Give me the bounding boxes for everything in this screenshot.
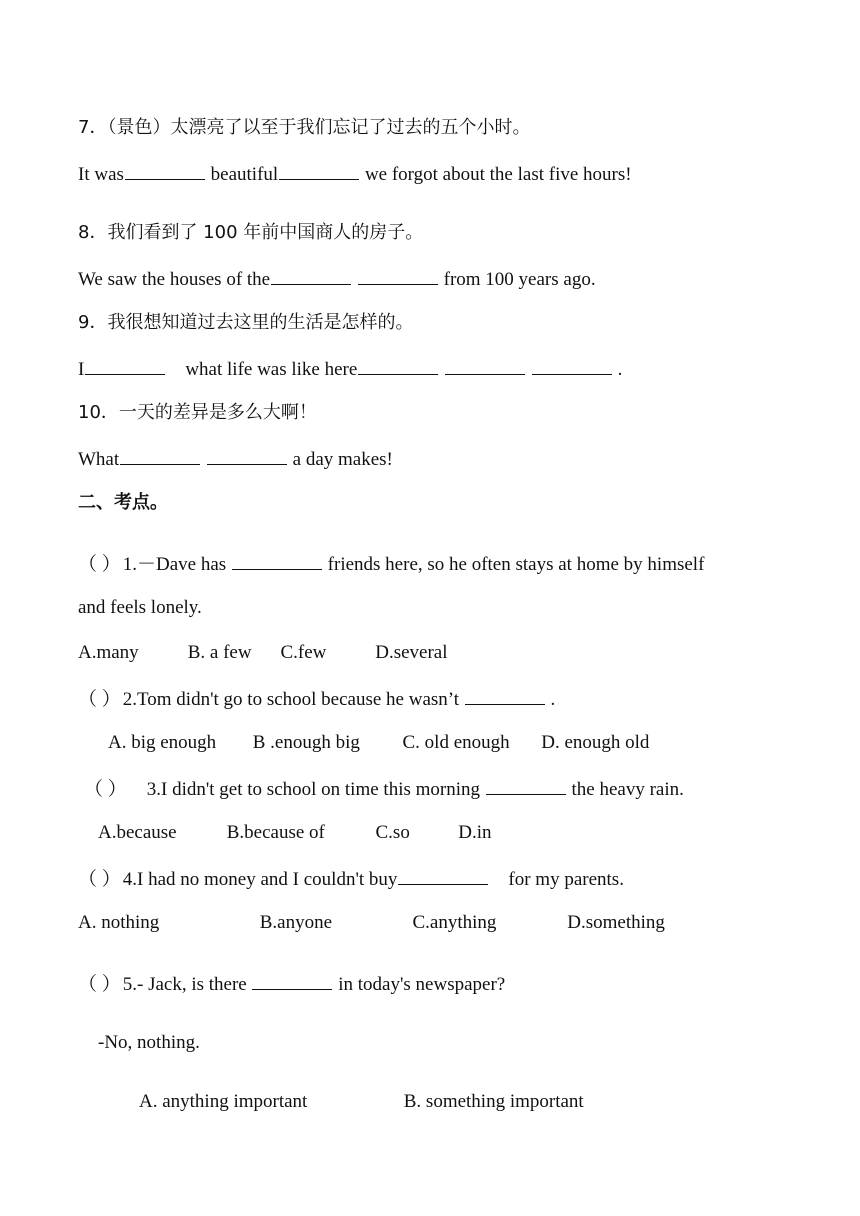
q7-text-a: It was	[78, 164, 124, 185]
mc3-answer-paren[interactable]: （ ）	[84, 779, 127, 800]
mc2-text-a: 2.Tom didn't go to school because he wasn’t	[122, 689, 460, 710]
q10-text-b: a day makes!	[292, 449, 393, 470]
q8-chinese: 8．我们看到了 100 年前中国商人的房子。	[78, 222, 424, 243]
mc4-text-b: for my parents.	[508, 869, 624, 890]
mc1-option-b[interactable]: B. a few	[187, 642, 252, 663]
q9-blank-2[interactable]	[358, 356, 438, 375]
q7-text-c: we forgot about the last five hours!	[364, 164, 632, 185]
q9-text-b: what life was like here	[185, 359, 358, 380]
mc1-option-a[interactable]: A.many	[78, 642, 139, 663]
mc4-answer-paren[interactable]: （ ）	[78, 869, 121, 890]
mc3-option-d[interactable]: D.in	[458, 822, 492, 843]
mc2-text-b: .	[550, 689, 556, 710]
mc2-options	[108, 731, 649, 755]
q7-text-b: beautiful	[210, 164, 279, 185]
mc3-option-a[interactable]: A.because	[98, 822, 177, 843]
mc3-option-b[interactable]: B.because of	[226, 822, 325, 843]
q9-chinese: 9．我很想知道过去这里的生活是怎样的。	[78, 312, 414, 333]
q9-blank-1[interactable]	[85, 356, 165, 375]
q10-blank-2[interactable]	[207, 446, 287, 465]
mc4-option-a[interactable]: A. nothing	[78, 912, 160, 933]
mc5-text-b: in today's newspaper?	[338, 974, 506, 995]
q8-english	[78, 266, 596, 292]
mc4-text-a: 4.I had no money and I couldn't buy	[122, 869, 398, 890]
mc2-blank[interactable]	[465, 686, 545, 705]
q9-text-a: I	[78, 359, 85, 380]
mc3-blank[interactable]	[486, 776, 566, 795]
mc4-option-b[interactable]: B.anyone	[259, 912, 333, 933]
q7-blank-1[interactable]	[125, 161, 205, 180]
mc1-options	[78, 641, 448, 665]
q7-blank-2[interactable]	[279, 161, 359, 180]
mc1-text-a: 1.－Dave has	[122, 554, 227, 575]
q8-text-a: We saw the houses of the	[78, 269, 271, 290]
mc1-stem	[78, 551, 704, 577]
q10-text-a: What	[78, 449, 120, 470]
mc3-stem	[84, 776, 684, 802]
q8-blank-1[interactable]	[271, 266, 351, 285]
q7-chinese: 7．（景色）太漂亮了以至于我们忘记了过去的五个小时。	[78, 117, 531, 138]
mc4-option-c[interactable]: C.anything	[412, 912, 497, 933]
mc5-text-a: 5.- Jack, is there	[122, 974, 247, 995]
mc3-option-c[interactable]: C.so	[375, 822, 410, 843]
mc3-text-a: 3.I didn't get to school on time this morning	[146, 779, 481, 800]
mc4-stem	[78, 866, 624, 892]
mc2-option-a[interactable]: A. big enough	[108, 732, 217, 753]
mc5-reply: -No, nothing.	[98, 1032, 200, 1053]
mc1-option-d[interactable]: D.several	[375, 642, 448, 663]
mc4-options	[78, 911, 665, 935]
mc2-option-c[interactable]: C. old enough	[402, 732, 510, 753]
q9-blank-3[interactable]	[445, 356, 525, 375]
q9-text-c: .	[617, 359, 623, 380]
q9-blank-4[interactable]	[532, 356, 612, 375]
mc2-stem	[78, 686, 555, 712]
q9-english	[78, 356, 622, 382]
mc3-text-b: the heavy rain.	[571, 779, 684, 800]
q10-blank-1[interactable]	[120, 446, 200, 465]
mc5-blank[interactable]	[252, 971, 332, 990]
mc2-answer-paren[interactable]: （ ）	[78, 689, 121, 710]
mc5-option-a[interactable]: A. anything important	[139, 1091, 308, 1112]
mc1-option-c[interactable]: C.few	[280, 642, 327, 663]
q8-text-b: from 100 years ago.	[443, 269, 596, 290]
mc5-stem	[78, 971, 505, 997]
q10-chinese: 10．一天的差异是多么大啊！	[78, 402, 317, 423]
mc1-text-b: friends here, so he often stays at home by himself	[327, 554, 705, 575]
mc3-options	[98, 821, 492, 845]
section-2-title: 二、考点。	[78, 492, 168, 513]
mc5-answer-paren[interactable]: （ ）	[78, 974, 121, 995]
mc4-option-d[interactable]: D.something	[567, 912, 665, 933]
mc1-blank[interactable]	[232, 551, 322, 570]
mc1-stem-cont: and feels lonely.	[78, 597, 202, 618]
q8-blank-2[interactable]	[358, 266, 438, 285]
mc1-answer-paren[interactable]: （ ）	[78, 554, 121, 575]
q10-english	[78, 446, 393, 472]
q7-english	[78, 161, 632, 187]
mc5-options	[139, 1090, 584, 1114]
mc4-blank[interactable]	[398, 866, 488, 885]
mc2-option-d[interactable]: D. enough old	[541, 732, 650, 753]
mc2-option-b[interactable]: B .enough big	[252, 732, 360, 753]
mc5-option-b[interactable]: B. something important	[403, 1091, 584, 1112]
